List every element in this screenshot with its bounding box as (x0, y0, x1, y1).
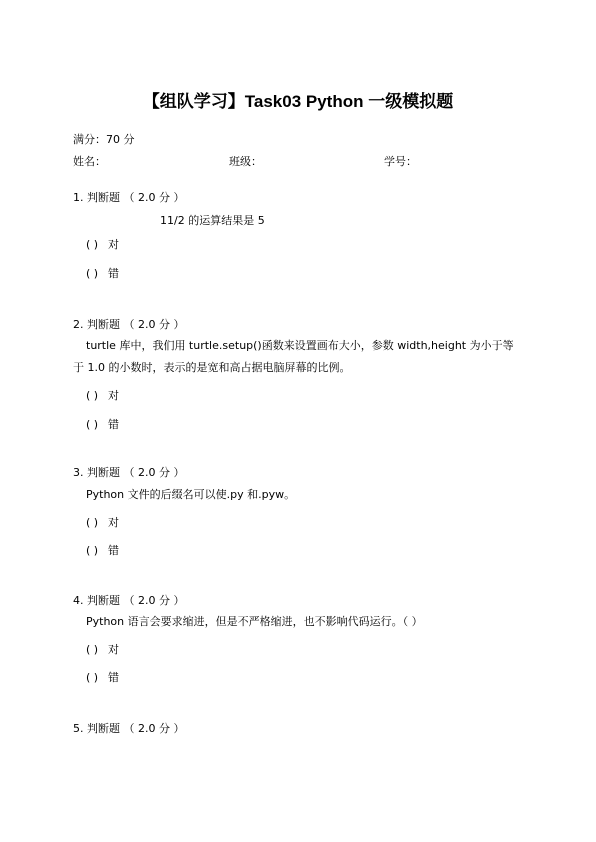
question-4-text: Python 语言会要求缩进，但是不严格缩进，也不影响代码运行。（ ） (86, 615, 423, 628)
option-label: 对 (108, 516, 119, 529)
option-paren: ( ) (86, 238, 99, 251)
option-paren: ( ) (86, 267, 99, 280)
question-4-option-true[interactable] (86, 643, 119, 657)
option-paren: ( ) (86, 544, 99, 557)
question-4-header: 4. 判断题 （ 2.0 分 ） (73, 594, 185, 607)
option-label: 对 (108, 389, 119, 402)
question-3-option-false[interactable] (86, 544, 119, 558)
class-label: 班级： (229, 155, 262, 168)
option-label: 错 (108, 418, 119, 431)
question-2-text-line-2: 于 1.0 的小数时，表示的是宽和高占据电脑屏幕的比例。 (73, 361, 351, 374)
question-3-option-true[interactable] (86, 516, 119, 530)
option-paren: ( ) (86, 418, 99, 431)
question-1-option-true[interactable] (86, 238, 119, 252)
option-label: 错 (108, 267, 119, 280)
option-paren: ( ) (86, 516, 99, 529)
full-score: 满分：70 分 (73, 133, 135, 146)
student-id-label: 学号： (384, 155, 417, 168)
option-label: 对 (108, 238, 119, 251)
option-paren: ( ) (86, 643, 99, 656)
question-3-text: Python 文件的后缀名可以使.py 和.pyw。 (86, 488, 296, 501)
option-paren: ( ) (86, 389, 99, 402)
page-title: 【组队学习】Task03 Python 一级模拟题 (142, 92, 454, 111)
option-label: 对 (108, 643, 119, 656)
question-1-header: 1. 判断题 （ 2.0 分 ） (73, 191, 185, 204)
question-4-option-false[interactable] (86, 671, 119, 685)
question-2-header: 2. 判断题 （ 2.0 分 ） (73, 318, 185, 331)
option-label: 错 (108, 671, 119, 684)
question-2-option-true[interactable] (86, 389, 119, 403)
question-2-option-false[interactable] (86, 418, 119, 432)
option-paren: ( ) (86, 671, 99, 684)
name-label: 姓名： (73, 155, 106, 168)
question-2-text-line-1: turtle 库中，我们用 turtle.setup()函数来设置画布大小，参数 width,height 为小于等 (86, 339, 514, 352)
option-label: 错 (108, 544, 119, 557)
question-1-text: 11/2 的运算结果是 5 (160, 214, 265, 227)
question-3-header: 3. 判断题 （ 2.0 分 ） (73, 466, 185, 479)
question-5-header: 5. 判断题 （ 2.0 分 ） (73, 722, 185, 735)
question-1-option-false[interactable] (86, 267, 119, 281)
